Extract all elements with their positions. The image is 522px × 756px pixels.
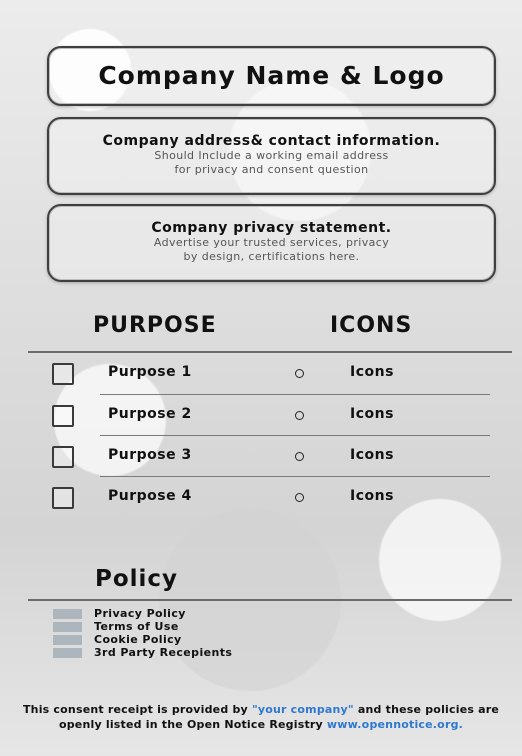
bullet-icon bbox=[295, 411, 304, 420]
policy-swatch bbox=[53, 635, 82, 645]
company-link[interactable]: "your company" bbox=[251, 703, 354, 716]
footer-text-1: This consent receipt is provided by bbox=[22, 703, 252, 716]
policy-list bbox=[53, 607, 232, 659]
address-line-2: for privacy and consent question bbox=[174, 163, 369, 176]
purpose-row bbox=[0, 438, 522, 476]
icons-label: Icons bbox=[350, 447, 394, 463]
icons-label: Icons bbox=[350, 364, 394, 380]
policy-item[interactable] bbox=[53, 646, 232, 659]
policy-item[interactable] bbox=[53, 633, 232, 646]
icons-label: Icons bbox=[350, 406, 394, 422]
policy-link[interactable]: Terms of Use bbox=[94, 620, 179, 633]
icons-label: Icons bbox=[350, 488, 394, 504]
bullet-icon bbox=[295, 452, 304, 461]
policy-link[interactable]: Cookie Policy bbox=[94, 633, 182, 646]
purpose-column-header: PURPOSE bbox=[93, 313, 217, 338]
policy-item[interactable] bbox=[53, 607, 232, 620]
policy-link[interactable]: 3rd Party Recepients bbox=[94, 646, 233, 659]
purpose-row bbox=[0, 355, 522, 393]
policy-swatch bbox=[53, 648, 82, 658]
policy-link[interactable]: Privacy Policy bbox=[94, 607, 186, 620]
table-divider bbox=[28, 351, 512, 353]
purpose-checkbox[interactable] bbox=[52, 446, 74, 468]
purpose-checkbox[interactable] bbox=[52, 405, 74, 427]
policy-item[interactable] bbox=[53, 620, 232, 633]
purpose-label: Purpose 4 bbox=[108, 488, 192, 504]
company-address-card bbox=[47, 117, 496, 195]
footer-text-2: and these policies are openly listed in the Open Notice Registry bbox=[58, 703, 500, 731]
footer-notice bbox=[18, 702, 504, 732]
row-separator bbox=[100, 435, 490, 436]
company-name-title: Company Name & Logo bbox=[98, 61, 445, 90]
registry-link[interactable]: www.opennotice.org. bbox=[326, 718, 464, 731]
privacy-line-1: Advertise your trusted services, privacy bbox=[153, 236, 390, 249]
bullet-icon bbox=[295, 369, 304, 378]
address-heading: Company address& contact information. bbox=[102, 133, 441, 149]
icons-column-header: ICONS bbox=[330, 313, 413, 338]
address-line-1: Should Include a working email address bbox=[154, 149, 389, 162]
bullet-icon bbox=[295, 493, 304, 502]
policy-swatch bbox=[53, 609, 82, 619]
purpose-checkbox[interactable] bbox=[52, 363, 74, 385]
privacy-line-2: by design, certifications here. bbox=[183, 250, 360, 263]
purpose-checkbox[interactable] bbox=[52, 487, 74, 509]
purpose-label: Purpose 1 bbox=[108, 364, 192, 380]
company-logo-card bbox=[47, 46, 496, 106]
row-separator bbox=[100, 476, 490, 477]
privacy-heading: Company privacy statement. bbox=[151, 220, 392, 236]
privacy-statement-card bbox=[47, 204, 496, 282]
policy-swatch bbox=[53, 622, 82, 632]
policy-divider bbox=[28, 599, 512, 601]
purpose-label: Purpose 2 bbox=[108, 406, 192, 422]
row-separator bbox=[100, 394, 490, 395]
purpose-row bbox=[0, 479, 522, 517]
policy-title: Policy bbox=[95, 566, 179, 592]
purpose-row bbox=[0, 397, 522, 435]
purpose-label: Purpose 3 bbox=[108, 447, 192, 463]
